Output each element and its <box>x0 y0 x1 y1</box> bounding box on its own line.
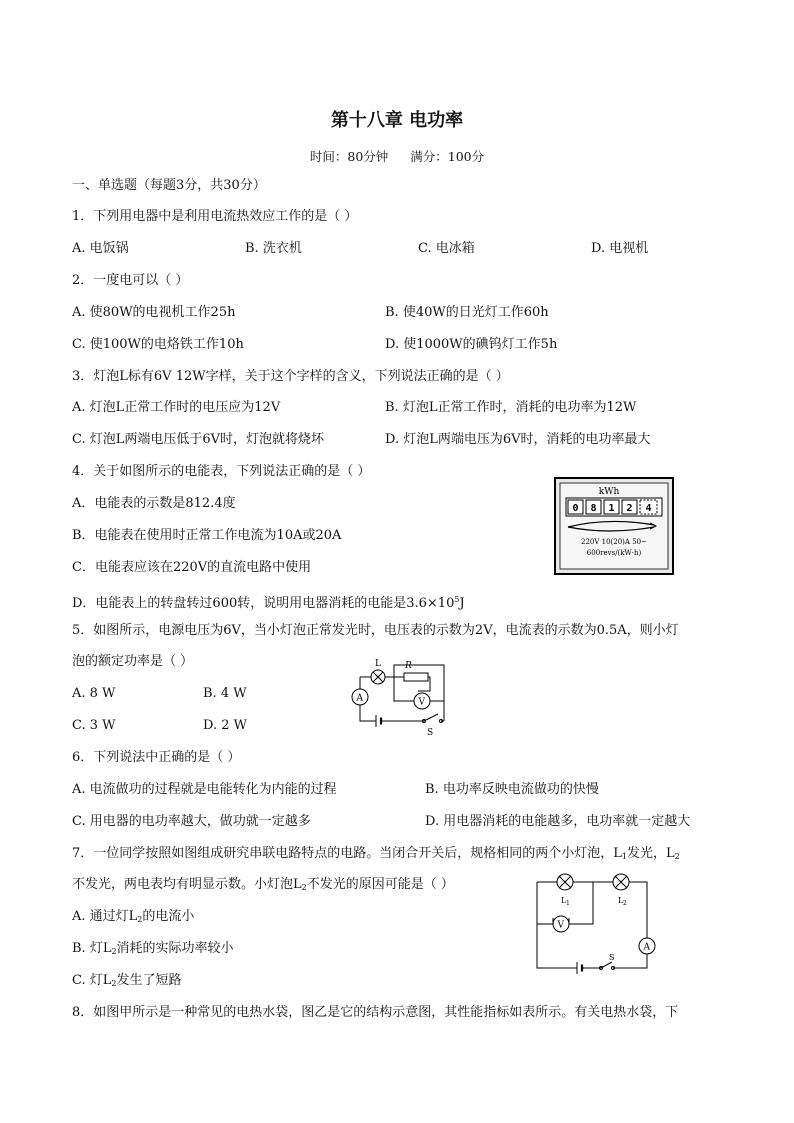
q5-stem-line1: 5．如图所示，电源电压为6V，当小灯泡正常发光时，电压表的示数为2V，电流表的示数为0.5A，则小灯 <box>72 623 679 638</box>
q5-circuit-diagram <box>342 655 454 737</box>
q2-option-a: A. 使80W的电视机工作25h <box>72 305 236 320</box>
meter-digit: 8 <box>590 503 597 514</box>
q2-stem: 2．一度电可以（ ） <box>72 273 189 288</box>
q7-stem-text: 7．一位同学按照如图组成研究串联电路特点的电路。当闭合开关后，规格相同的两个小灯泡，L <box>72 846 622 861</box>
meter-unit: kWh <box>598 487 620 497</box>
meter-digit: 1 <box>608 503 615 514</box>
q7-ammeter-label: A <box>643 942 650 953</box>
q4-option-a: A．电能表的示数是812.4度 <box>72 496 236 511</box>
exam-info <box>0 147 794 165</box>
q4-option-b: B．电能表在使用时正常工作电流为10A或20A <box>72 528 342 543</box>
q7-voltmeter-label: V <box>557 920 564 931</box>
q7-l1-subscript: 1 <box>621 852 627 861</box>
energy-meter-figure <box>554 477 674 575</box>
full-score: 满分：100分 <box>410 149 485 164</box>
meter-spec-rating: 220V 10(20)A 50~ <box>581 538 647 546</box>
q5-option-c: C. 3 W <box>72 718 116 733</box>
q7-option-b-text: B. 灯L <box>72 941 112 956</box>
q4-option-d-unit: J <box>459 596 465 611</box>
q7-l2-subscript: 2 <box>674 852 680 861</box>
q7-stem-text-2: 不发光，两电表均有明显示数。小灯泡L <box>72 877 302 892</box>
q7-option-b <box>72 941 234 960</box>
q5-option-a: A. 8 W <box>72 686 116 701</box>
q7-option-c-subscript: 2 <box>111 979 117 988</box>
q5-lamp-label: L <box>375 659 381 669</box>
meter-digit: 0 <box>572 503 579 514</box>
q2-option-b: B. 使40W的日光灯工作60h <box>385 305 549 320</box>
q1-option-b: B. 洗衣机 <box>245 241 302 256</box>
q1-stem: 1．下列用电器中是利用电流热效应工作的是（ ） <box>72 209 358 224</box>
q2-option-c: C. 使100W的电烙铁工作10h <box>72 337 244 352</box>
q3-option-a: A. 灯泡L正常工作时的电压应为12V <box>72 400 281 415</box>
q5-ammeter-label: A <box>356 693 363 704</box>
q6-stem: 6．下列说法中正确的是（ ） <box>72 750 241 765</box>
q5-switch-label: S <box>427 728 434 737</box>
q7-stem-line1 <box>72 846 680 865</box>
q5-option-b: B. 4 W <box>203 686 247 701</box>
q7-l1-label: L <box>561 896 567 905</box>
q8-stem: 8．如图甲所示是一种常见的电热水袋，图乙是它的结构示意图，其性能指标如表所示。有关电热水袋，下 <box>72 1005 679 1020</box>
q4-option-c: C．电能表应该在220V的直流电路中使用 <box>72 560 312 575</box>
section-heading: 一、单选题（每题3分，共30分） <box>72 178 266 193</box>
q5-stem-line2: 泡的额定功率是（ ） <box>72 654 194 669</box>
q7-option-c <box>72 973 182 992</box>
q3-stem: 3．灯泡L标有6V 12W字样，关于这个字样的含义，下列说法正确的是（ ） <box>72 369 509 384</box>
q6-option-d: D. 用电器消耗的电能越多，电功率就一定越大 <box>425 814 691 829</box>
q7-option-a-text: A. 通过灯L <box>72 909 138 924</box>
q2-option-d: D. 使1000W的碘钨灯工作5h <box>385 337 558 352</box>
q6-option-a: A. 电流做功的过程就是电能转化为内能的过程 <box>72 782 337 797</box>
q7-option-c-text-2: 发生了短路 <box>116 973 182 988</box>
q3-option-c: C. 灯泡L两端电压低于6V时，灯泡就将烧坏 <box>72 432 325 447</box>
q4-option-d <box>72 592 465 612</box>
q7-l2-label-sub: 2 <box>623 900 627 907</box>
q7-stem-text-3: 不发光的原因可能是（ ） <box>306 877 454 892</box>
meter-digit: 4 <box>645 503 652 514</box>
q7-circuit-diagram <box>533 870 657 974</box>
q7-l1-label-sub: 1 <box>566 900 570 907</box>
q7-stem-line2 <box>72 877 454 896</box>
q4-option-d-text: D．电能表上的转盘转过600转，说明用电器消耗的电能是3.6×10 <box>72 596 455 611</box>
q3-option-b: B. 灯泡L正常工作时，消耗的电功率为12W <box>385 400 637 415</box>
q3-option-d: D. 灯泡L两端电压为6V时，消耗的电功率最大 <box>385 432 651 447</box>
q1-option-d: D. 电视机 <box>591 241 649 256</box>
q7-option-a <box>72 909 194 928</box>
q6-option-c: C. 用电器的电功率越大，做功就一定越多 <box>72 814 311 829</box>
q7-stem-text-mid: 发光，L <box>627 846 675 861</box>
meter-digit: 2 <box>626 503 633 514</box>
q1-option-c: C. 电冰箱 <box>418 241 475 256</box>
q5-voltmeter-label: V <box>418 697 425 708</box>
q7-option-b-subscript: 2 <box>111 947 117 956</box>
meter-digits <box>568 500 657 514</box>
q7-option-c-text: C. 灯L <box>72 973 112 988</box>
q4-stem: 4．关于如图所示的电能表，下列说法正确的是（ ） <box>72 464 371 479</box>
q4-option-d-exponent: 5 <box>454 595 460 604</box>
q7-l2-label: L <box>618 896 624 905</box>
q7-l2-subscript-2: 2 <box>301 883 307 892</box>
time-limit: 时间：80分钟 <box>309 149 389 164</box>
q7-option-a-text-2: 的电流小 <box>142 909 195 924</box>
q7-switch-label: S <box>609 953 615 962</box>
q7-option-b-text-2: 消耗的实际功率较小 <box>116 941 234 956</box>
q5-option-d: D. 2 W <box>203 718 247 733</box>
q1-option-a: A. 电饭锅 <box>72 241 129 256</box>
q5-resistor-label: R <box>405 661 412 671</box>
q7-option-a-subscript: 2 <box>137 915 143 924</box>
meter-spec-constant: 600revs/(kW·h) <box>586 549 642 557</box>
q6-option-b: B. 电功率反映电流做功的快慢 <box>425 782 599 797</box>
page-title: 第十八章 电功率 <box>330 110 464 131</box>
